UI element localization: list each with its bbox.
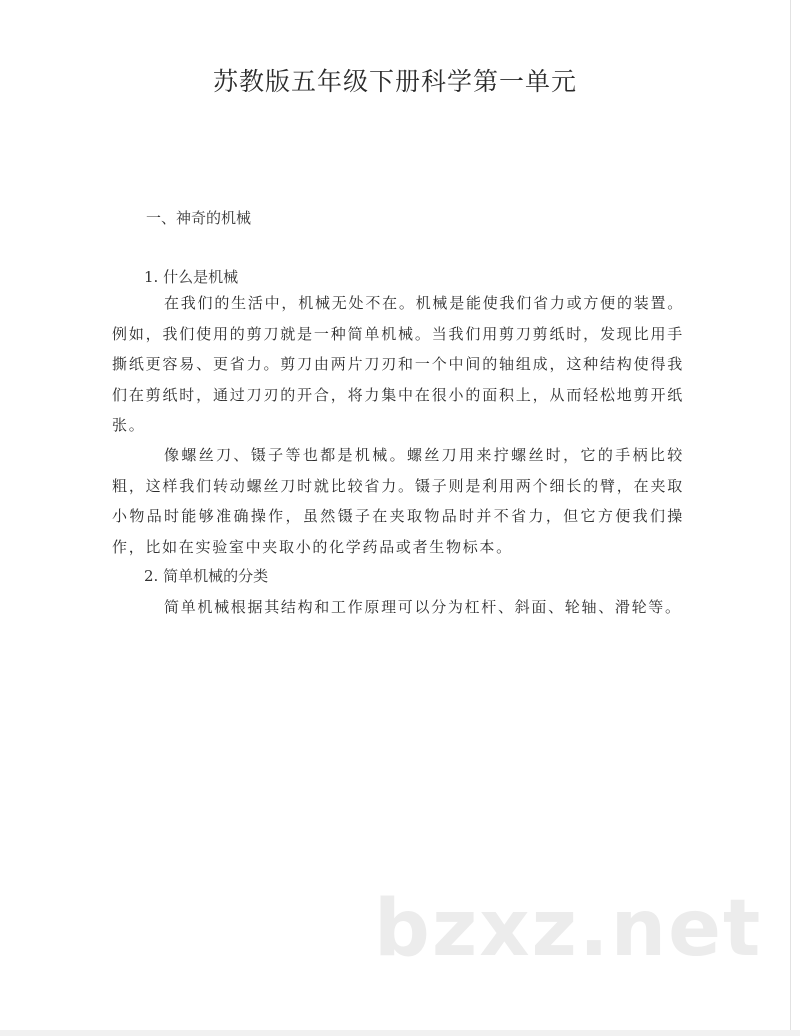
- document-title: 苏教版五年级下册科学第一单元: [212, 67, 577, 96]
- page-bottom-edge: [0, 1030, 800, 1036]
- subsection-heading-1: 1. 什么是机械: [144, 268, 239, 286]
- paragraph-3: 简单机械根据其结构和工作原理可以分为杠杆、斜面、轮轴、滑轮等。: [164, 598, 682, 616]
- paragraph-1: 在我们的生活中，机械无处不在。机械是能使我们省力或方便的装置。例如，我们使用的剪刀就是一种简单机械。当我们用剪刀剪纸时，发现比用手撕纸更容易、更省力。剪刀由两片刀刃和一个中间的轴组成，这种结构使得我们在剪纸时，通过刀刃的开合，将力集中在很小的面积上，从而轻松地剪开纸张。: [112, 294, 684, 434]
- watermark-logo: bzxz.net: [374, 884, 763, 974]
- paragraph-2: 像螺丝刀、镊子等也都是机械。螺丝刀用来拧螺丝时，它的手柄比较粗，这样我们转动螺丝刀时就比较省力。镊子则是利用两个细长的臂，在夹取小物品时能够准确操作，虽然镊子在夹取物品时并不省力，但它方便我们操作，比如在实验室中夹取小的化学药品或者生物标本。: [112, 446, 684, 556]
- subsection-heading-2: 2. 简单机械的分类: [144, 567, 269, 585]
- section-heading: 一、神奇的机械: [146, 209, 252, 227]
